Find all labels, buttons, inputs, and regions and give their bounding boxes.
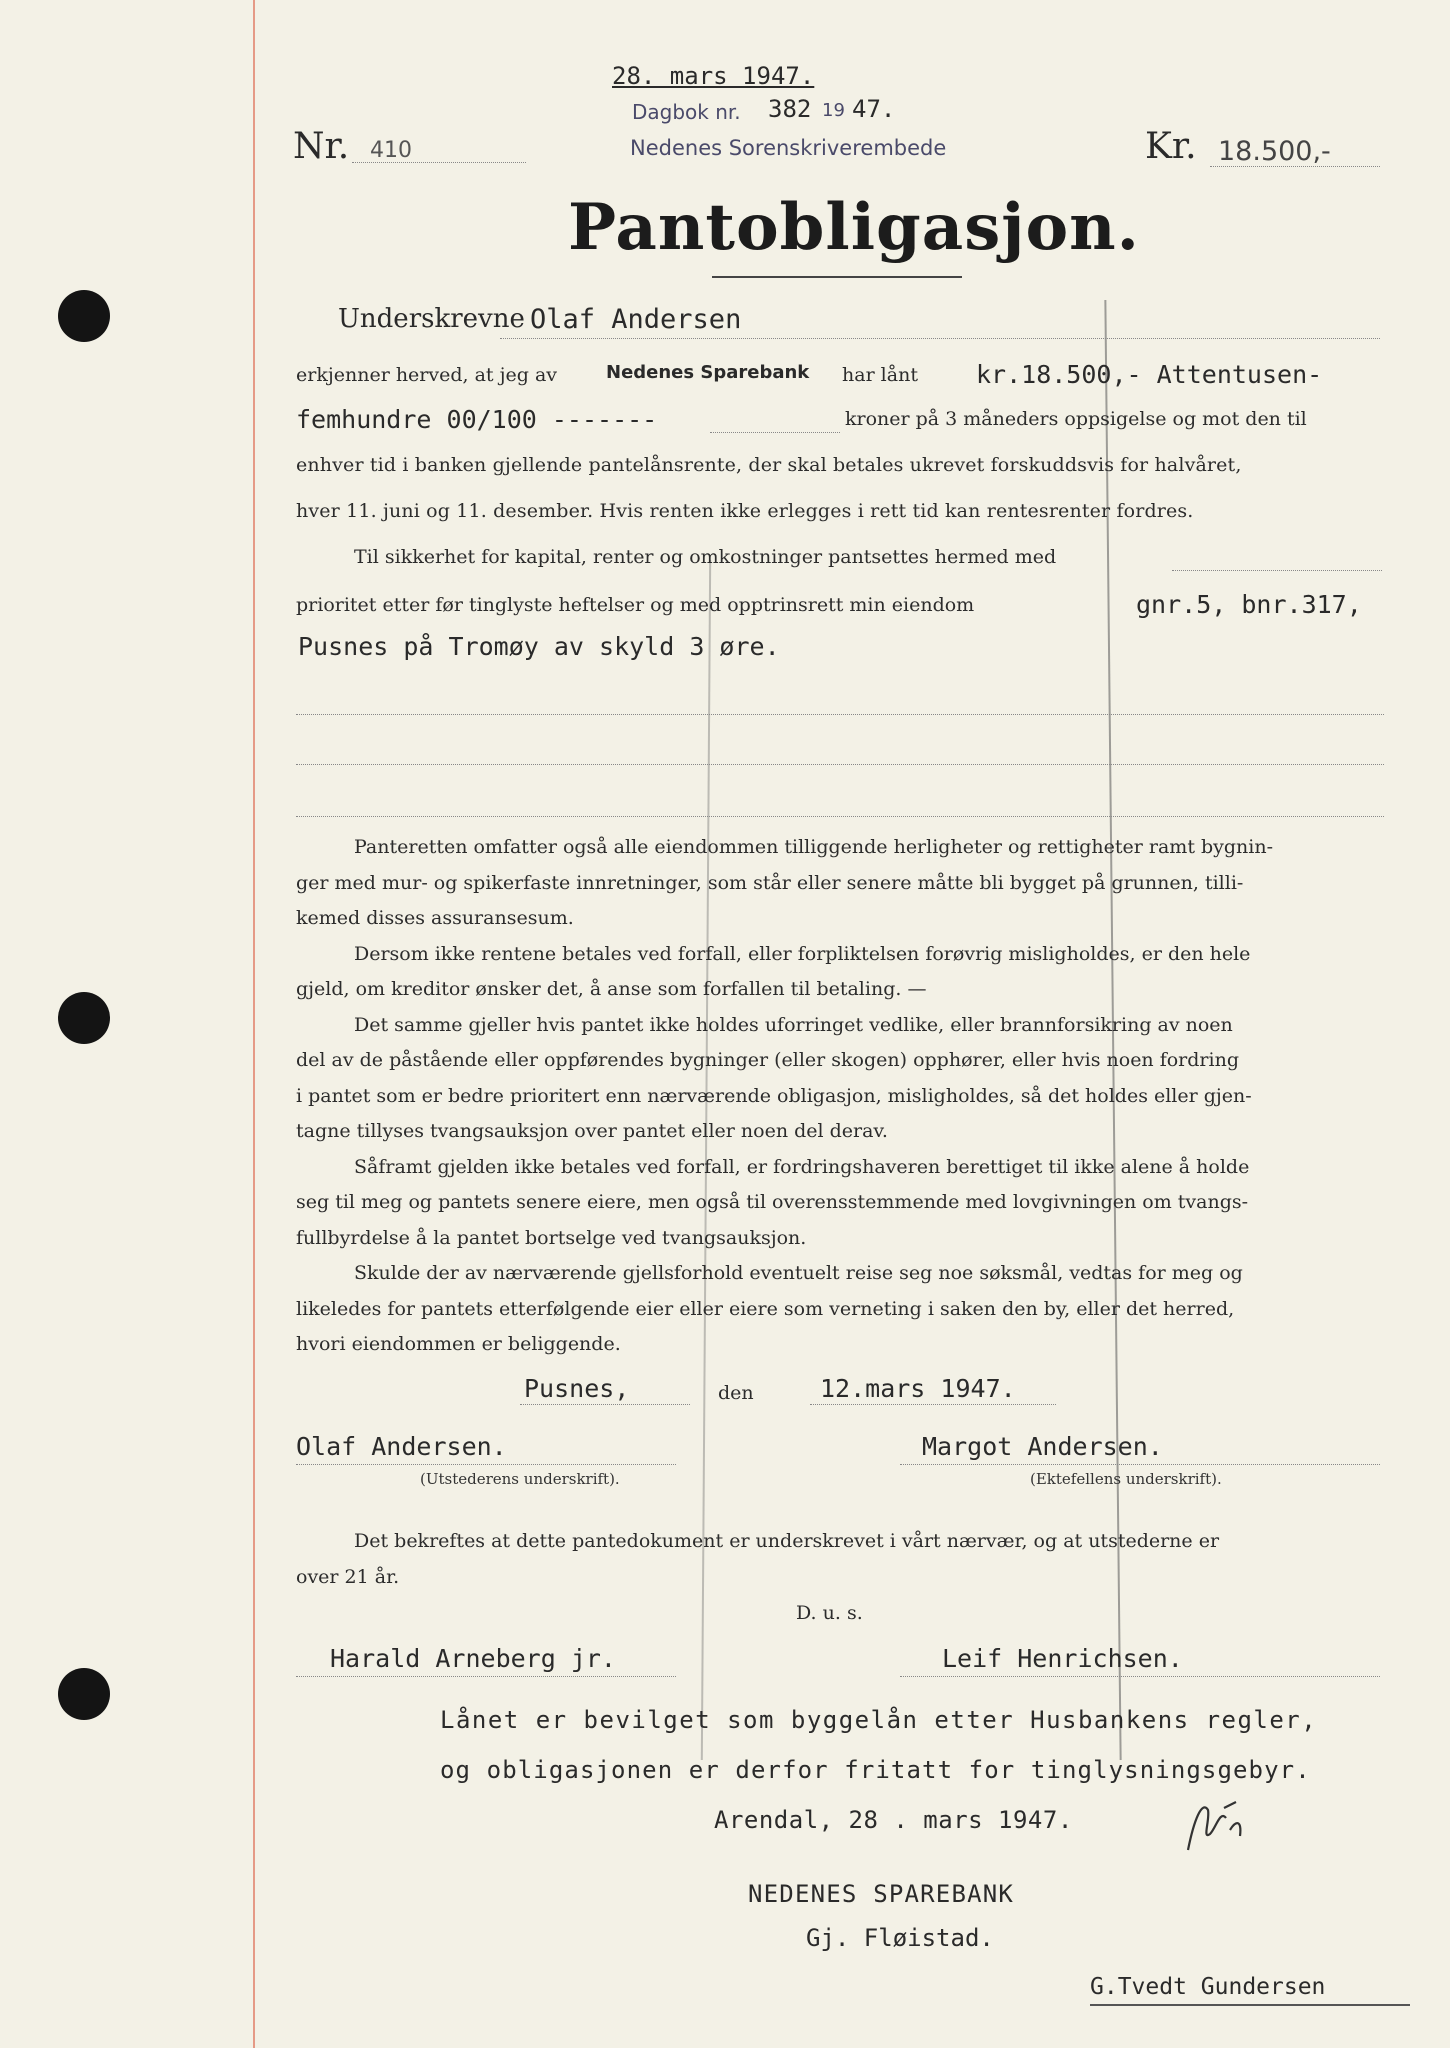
margin-rule [253, 0, 255, 2048]
intro-line-1a: erkjenner herved, at jeg av [296, 364, 557, 386]
clerk-rule [1090, 2004, 1410, 2006]
para-1-line-2: ger med mur- og spikerfaste innretninger, som står eller senere måtte bli bygget på grunnen, tilli- [296, 871, 1244, 894]
para-3-line-4: tagne tillyses tvangsauksjon over pantet eller noen del derav. [296, 1120, 888, 1142]
para-3-line-2: del av de påstående eller oppførendes bygninger (eller skogen) opphører, eller hvis noen fordring [296, 1049, 1239, 1071]
para-2-line-2: gjeld, om kreditor ønsker det, å anse som forfallen til betaling. — [296, 978, 927, 1000]
witness-line-2: over 21 år. [296, 1566, 400, 1588]
note-line-2: og obligasjonen er derfor fritatt for tinglysningsgebyr. [440, 1756, 1311, 1784]
intro-line-5: Til sikkerhet for kapital, renter og omkostninger pantsettes hermed med [354, 546, 1057, 568]
dagbok-year: 47. [852, 95, 896, 123]
intro-line-2: kroner på 3 måneders oppsigelse og mot den til [845, 408, 1307, 430]
issuer-signature: Olaf Andersen. [296, 1432, 507, 1461]
bank-name: Nedenes Sparebank [606, 362, 810, 383]
note-signer: Gj. Fløistad. [806, 1924, 994, 1952]
nr-label: Nr. [293, 126, 350, 167]
dagbok-label: Dagbok nr. [632, 100, 741, 124]
undersigned-label: Underskrevne [338, 304, 525, 334]
witness-2: Leif Henrichsen. [942, 1644, 1183, 1673]
intro-line-1b: har lånt [842, 364, 918, 386]
clerk-name: G.Tvedt Gundersen [1090, 1974, 1326, 2000]
property-b: Pusnes på Tromøy av skyld 3 øre. [298, 632, 780, 661]
note-line-3: Arendal, 28 . mars 1947. [714, 1806, 1073, 1834]
intro-line-3: enhver tid i banken gjellende pantelånsrente, der skal betales ukrevet forskuddsvis for halvåret, [296, 454, 1242, 476]
header-date: 28. mars 1947. [612, 62, 815, 90]
para-2-line-1: Dersom ikke rentene betales ved forfall, eller forpliktelsen forøvrig misligholdes, er den hele [354, 942, 1251, 965]
para-5-line-2: likeledes for pantets etterfølgende eier eller eiere som verneting i saken den by, eller det herred, [296, 1297, 1235, 1320]
para-4-line-2: seg til meg og pantets senere eiere, men også til overensstemmende med lovgivningen om tvangs- [296, 1191, 1249, 1213]
dus: D. u. s. [796, 1602, 863, 1624]
witness-1: Harald Arneberg jr. [330, 1644, 616, 1673]
witness-line-1: Det bekreftes at dette pantedokument er underskrevet i vårt nærvær, og at utstederne er [354, 1530, 1220, 1552]
para-4-line-1: Såframt gjelden ikke betales ved forfall, er fordringshaveren berettiget til ikke alene å holde [354, 1155, 1250, 1178]
punch-hole [58, 290, 110, 342]
signing-date: 12.mars 1947. [820, 1374, 1016, 1403]
para-3-line-3: i pantet som er bedre prioritert enn nærværende obligasjon, misligholdes, så det holdes eller gjen- [296, 1084, 1252, 1107]
title-rule [712, 276, 962, 278]
amount-continued: femhundre 00/100 ------- [296, 405, 658, 434]
dagbok-number: 382 [768, 95, 812, 123]
para-5-line-1: Skulde der av nærværende gjellsforhold eventuelt reise seg noe søksmål, vedtas for meg og [354, 1262, 1243, 1284]
property-a: gnr.5, bnr.317, [1136, 590, 1362, 619]
note-line-1: Lånet er bevilget som byggelån etter Husbankens regler, [440, 1706, 1318, 1734]
intro-line-4: hver 11. juni og 11. desember. Hvis renten ikke erlegges i rett tid kan rentesrenter fordres. [296, 500, 1194, 522]
kr-value: 18.500,- [1218, 136, 1331, 167]
nr-value: 410 [370, 138, 412, 163]
para-3-line-1: Det samme gjeller hvis pantet ikke holdes uforringet vedlike, eller brannforsikring av noen [354, 1013, 1233, 1036]
intro-line-6: prioritet etter før tinglyste heftelser og med opptrinsrett min eiendom [296, 594, 975, 616]
spouse-signature: Margot Andersen. [922, 1432, 1163, 1461]
terms-body [296, 830, 1386, 1363]
para-5-line-3: hvori eiendommen er beliggende. [296, 1333, 621, 1355]
dagbok-year-prefix: 19 [822, 100, 845, 121]
para-1-line-1: Panteretten omfatter også alle eiendommen tilliggende herligheter og rettigheter ramt bygnin- [354, 836, 1274, 858]
den-label: den [718, 1382, 754, 1404]
punch-hole [58, 1668, 110, 1720]
amount-typed: kr.18.500,- Attentusen- [976, 360, 1323, 389]
kr-label: Kr. [1145, 126, 1197, 167]
place: Pusnes, [524, 1374, 630, 1403]
para-4-line-3: fullbyrdelse å la pantet bortselge ved tvangsauksjon. [296, 1226, 807, 1249]
office-name: Nedenes Sorenskriverembede [630, 136, 947, 160]
undersigned-name: Olaf Andersen [530, 304, 742, 335]
note-bank: NEDENES SPAREBANK [748, 1880, 1015, 1908]
punch-hole [58, 992, 110, 1044]
para-1-line-3: kemed disses assuransesum. [296, 907, 574, 929]
issuer-caption: (Utstederens underskrift). [420, 1470, 620, 1488]
document-title: Pantobligasjon. [568, 190, 1140, 265]
initials-mark [1180, 1790, 1250, 1860]
spouse-caption: (Ektefellens underskrift). [1030, 1470, 1222, 1488]
